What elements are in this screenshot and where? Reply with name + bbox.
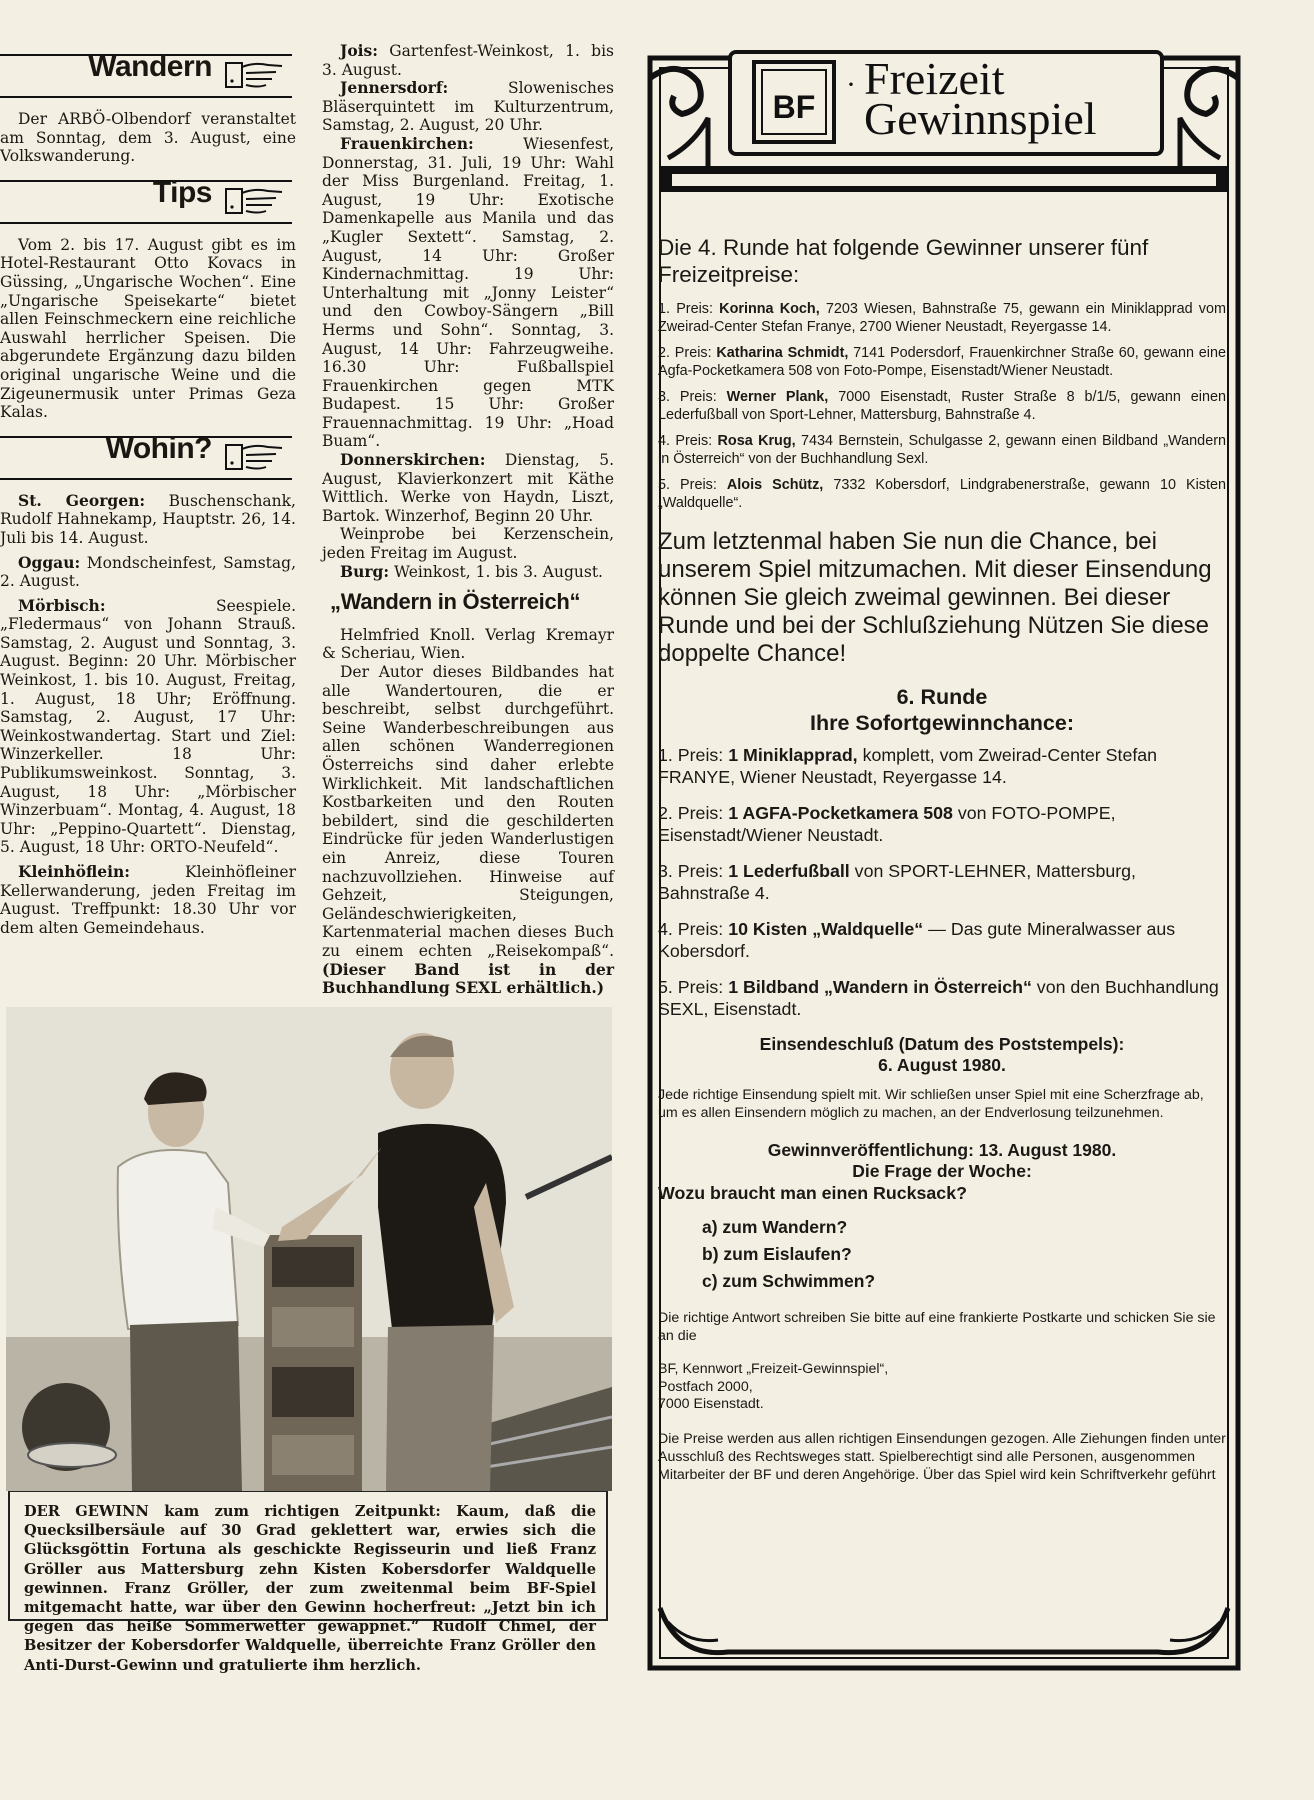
- winner-item: 5. Preis: Alois Schütz, 7332 Kobersdorf, Lindgrabenerstraße, gewann 10 Kisten „Waldquelle“.: [658, 477, 1226, 511]
- pointing-hand-icon: [224, 185, 286, 217]
- prize-item: 4. Preis: 10 Kisten „Waldquelle“ — Das gute Mineralwasser aus Kobersdorf.: [658, 919, 1176, 961]
- book-title: „Wandern in Österreich“: [330, 589, 581, 615]
- prize-item: 5. Preis: 1 Bildband „Wandern in Österreich“ von den Buchhandlung SEXL, Eisenstadt.: [658, 977, 1219, 1019]
- event-item: Weinprobe bei Kerzenschein, jeden Freitag im August.: [322, 525, 614, 563]
- question: Wozu braucht man einen Rucksack?: [658, 1183, 967, 1203]
- ad-title-line1: Freizeit: [864, 53, 1005, 104]
- answer-option: b) zum Eislaufen?: [702, 1244, 852, 1264]
- event-item: Donnerskirchen: Dienstag, 5. August, Klavierkonzert mit Käthe Wittlich. Werke von Haydn, Liszt, Bartok. Winzerhof, Beginn 20 Uhr.: [322, 450, 614, 525]
- photo-caption: [8, 1491, 608, 1674]
- section-banner-wandern: [0, 50, 292, 98]
- freizeit-gewinnspiel-box: [638, 48, 1250, 1678]
- winner-item: 4. Preis: Rosa Krug, 7434 Bernstein, Schulgasse 2, gewann einen Bildband „Wandern in Österreich“ von der Buchhandlung Sexl.: [658, 433, 1226, 467]
- answer-instructions: Die richtige Antwort schreiben Sie bitte auf eine frankierte Postkarte und schicken Sie sie an die: [658, 1310, 1216, 1344]
- section-banner-tips: [0, 175, 292, 224]
- postal-address: BF, Kennwort „Freizeit-Gewinnspiel“, Postfach 2000, 7000 Eisenstadt.: [658, 1361, 889, 1412]
- middle-column: [322, 42, 614, 998]
- publish-date: Gewinnveröffentlichung: 13. August 1980.: [767, 1140, 1117, 1160]
- ad-content: [658, 234, 1226, 1484]
- wandern-text: Der ARBÖ-Olbendorf veranstaltet am Sonntag, dem 3. August, eine Volkswanderung.: [0, 110, 296, 166]
- winner-item: 1. Preis: Korinna Koch, 7203 Wiesen, Bahnstraße 75, gewann ein Miniklapprad vom Zweirad-Center Stefan Franye, 2700 Wiener Neustadt, Reyergasse 14.: [658, 301, 1226, 335]
- winner-item: 2. Preis: Katharina Schmidt, 7141 Podersdorf, Frauenkirchner Straße 60, gewann eine Agfa-Pocketkamera 508 von Foto-Pompe, Eisenstadt/Wiener Neustadt.: [658, 345, 1226, 379]
- ad-title-line2: Gewinnspiel: [864, 93, 1097, 144]
- pointing-hand-icon: [224, 59, 286, 91]
- event-item: Kleinhöflein: Kleinhöfleiner Kellerwanderung, jeden Freitag im August. Treffpunkt: 18.30 Uhr vor dem alten Gemeindehaus.: [0, 862, 296, 937]
- left-column: [0, 48, 296, 937]
- section-title-wohin: Wohin?: [105, 431, 212, 465]
- event-item: Mörbisch: Seespiele. „Fledermaus“ von Johann Strauß. Samstag, 2. August und Sonntag, 3. August. Beginn: 20 Uhr. Mörbischer Weinkost, 1. bis 10. August, Freitag, 1. August, 18 Uhr; Eröffnung. Samstag, 2. August, 17 Uhr: Weinkostwandertag. Start und Ziel: Winzerkeller. 18 Uhr: Publikumsweinkost. Sonntag, 3. August, 18 Uhr: „Mörbischer Winzerbuam“. Montag, 4. August, 18 Uhr: „Peppino-Quartett“. Dienstag, 5. August, 18 Uhr: ORTO-Neufeld“.: [0, 595, 296, 857]
- answer-option: a) zum Wandern?: [702, 1217, 848, 1237]
- event-item: Oggau: Mondscheinfest, Samstag, 2. August.: [0, 552, 296, 591]
- section-title-tips: Tips: [152, 175, 212, 209]
- deadline: Einsendeschluß (Datum des Poststempels): 6. August 1980.: [759, 1034, 1125, 1075]
- title-dot: ·: [846, 68, 856, 101]
- rules-text: Jede richtige Einsendung spielt mit. Wir schließen unser Spiel mit eine Scherzfrage ab, um es allen Einsendern möglich zu machen, an der Endverlosung teilzunehmen.: [658, 1087, 1204, 1121]
- legal-text: Die Preise werden aus allen richtigen Einsendungen gezogen. Alle Ziehungen finden unter Ausschluß des Rechtsweges statt. Spielberechtigt sind alle Personen, ausgenommen Mitarbeiter der BF und deren Angehörige. Über das Spiel wird kein Schriftverkehr geführt: [658, 1430, 1226, 1483]
- tips-text: Vom 2. bis 17. August gibt es im Hotel-Restaurant Otto Kovacs in Güssing, „Ungarische Wochen“. Eine „Ungarische Speisekarte“ bietet allen Feinschmeckern eine reichliche Auswahl herrlicher Speisen. Die abgerundete Ergänzung dazu bilden original ungarische Weine und die Zigeunermusik unter Primas Geza Kalas.: [0, 235, 296, 422]
- prize-item: 1. Preis: 1 Miniklapprad, komplett, vom Zweirad-Center Stefan FRANYE, Wiener Neustadt, Reyergasse 14.: [658, 745, 1158, 787]
- answer-options: [702, 1214, 1226, 1295]
- caption-text: kam zum richtigen Zeitpunkt: Kaum, daß die Quecksilbersäule auf 30 Grad geklettert war, erwies sich die Glücksgöttin Fortuna als geschickte Regisseurin und ließ Franz Gröller aus Mattersburg zehn Kisten Kobersdorfer Waldquelle gewinnen. Franz Gröller, der zum zweitenmal beim BF-Spiel mitgemacht hatte, war über den Gewinn hocherfreut: „Jetzt bin ich gegen das heiße Sommerwetter gewappnet.“ Rudolf Chmel, der Besitzer der Kobersdorfer Waldquelle, überreichte Franz Gröller den Anti-Durst-Gewinn und gratulierte ihm herzlich.: [24, 1503, 596, 1674]
- winner-photo: [6, 1007, 612, 1491]
- event-item: Jois: Gartenfest-Weinkost, 1. bis 3. August.: [322, 41, 614, 79]
- pointing-hand-icon: [224, 441, 286, 473]
- book-review: Der Autor dieses Bildbandes hat alle Wandertouren, die er beschreibt, selbst durchgeführt. Seine Wanderbeschreibungen aus allen schönen Wanderregionen Österreichs sind daher erlebte Wirklichkeit. Mit landschaftlichen Kostbarkeiten und den Routen bebildert, sind die geschilderten Eindrücke für jeden Wanderlustigen ein Anreiz, diese Touren nachzuvollziehen. Hinweise auf Gehzeit, Steigungen, Geländeschwierigkeiten, Kartenmaterial machen dieses Buch zu einem echten „Reisekompaß“. (Dieser Band ist in der Buchhandlung SEXL erhältlich.): [322, 663, 614, 998]
- winner-item: 3. Preis: Werner Plank, 7000 Eisenstadt, Ruster Straße 8 b/1/5, gewann einen Lederfußball von Sport-Lehner, Mattersburg, Bahnstraße 4.: [658, 389, 1226, 423]
- book-publisher: Helmfried Knoll. Verlag Kremayr & Scheriau, Wien.: [322, 625, 614, 663]
- section-title-wandern: Wandern: [88, 50, 212, 83]
- question-heading: Die Frage der Woche:: [852, 1161, 1032, 1181]
- event-item: Burg: Weinkost, 1. bis 3. August.: [340, 561, 603, 581]
- prize-item: 2. Preis: 1 AGFA-Pocketkamera 508 von FOTO-POMPE, Eisenstadt/Wiener Neustadt.: [658, 803, 1116, 845]
- winners-heading: Die 4. Runde hat folgende Gewinner unserer fünf Freizeitpreise:: [658, 235, 1149, 287]
- event-item: Frauenkirchen: Wiesenfest, Donnerstag, 31. Juli, 19 Uhr: Wahl der Miss Burgenland. Freitag, 1. August, 19 Uhr: Exotische Damenkapelle aus Manila und das „Kugler Sextett“. Samstag, 2. August, 14 Uhr: Großer Kindernachmittag. 19 Uhr: Unterhaltung mit „Jonny Leister“ und den Cowboy-Sängern „Bill Herms und Sohn“. Sonntag, 3. August, 14 Uhr: Fahrzeugweihe. 16.30 Uhr: Fußballspiel Frauenkirchen gegen MTK Budapest. 15 Uhr: Großer Frauennachmittag. 19 Uhr: „Hoad Buam“.: [322, 133, 614, 451]
- caption-lead: DER GEWINN: [24, 1503, 149, 1520]
- bf-logo: BF: [772, 89, 816, 125]
- round-heading: 6. Runde Ihre Sofortgewinnchance:: [809, 685, 1074, 735]
- answer-option: c) zum Schwimmen?: [702, 1271, 876, 1291]
- section-banner-wohin: [0, 431, 292, 480]
- handshake-photo-illustration: [6, 1007, 612, 1491]
- chance-text: Zum letztenmal haben Sie nun die Chance, bei unserem Spiel mitzumachen. Mit dieser Einsendung können Sie gleich zweimal gewinnen. Bei dieser Runde und bei der Schlußziehung Nützen Sie diese doppelte Chance!: [658, 528, 1212, 667]
- prize-item: 3. Preis: 1 Lederfußball von SPORT-LEHNER, Mattersburg, Bahnstraße 4.: [658, 861, 1136, 903]
- event-item: St. Georgen: Buschenschank, Rudolf Hahnekamp, Hauptstr. 26, 14. Juli bis 14. August.: [0, 490, 296, 547]
- event-item: Jennersdorf: Slowenisches Bläserquintett im Kulturzentrum, Samstag, 2. August, 20 Uhr.: [322, 78, 614, 135]
